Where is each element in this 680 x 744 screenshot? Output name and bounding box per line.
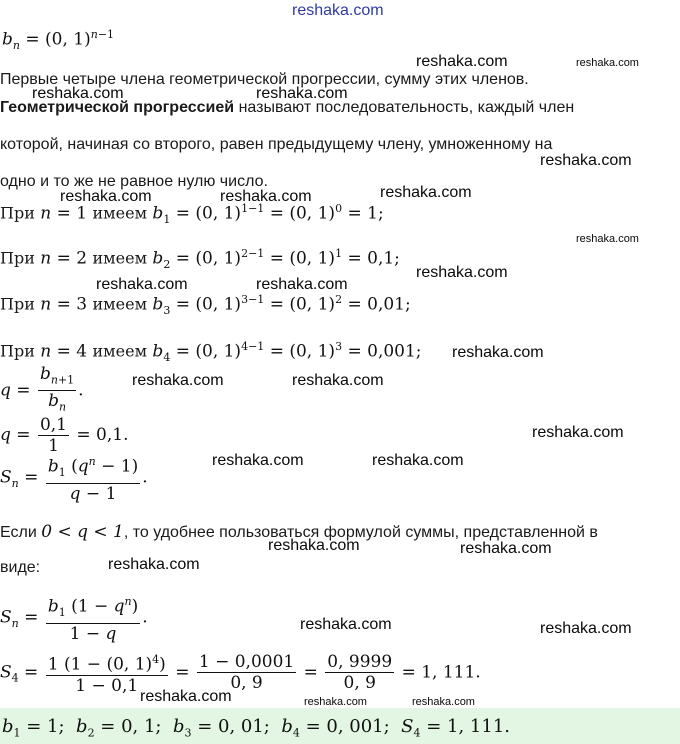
- condition-line-2: виде:: [0, 559, 41, 576]
- answer-text: $b_1 = 1$; $b_2 = 0$, 1; $b_3 = 0$, 01; $b_4 = 0$, 001; $S_4 = 1$, 111.: [2, 716, 510, 740]
- watermark: reshaka.com: [108, 556, 200, 573]
- watermark: reshaka.com: [256, 85, 348, 102]
- definition-term: Геометрической прогрессией: [0, 99, 235, 116]
- watermark: reshaka.com: [416, 264, 508, 281]
- watermark: reshaka.com: [460, 540, 552, 557]
- watermark: reshaka.com: [292, 372, 384, 389]
- watermark: reshaka.com: [60, 188, 152, 205]
- watermark: reshaka.com: [300, 616, 392, 633]
- step-3: При n = 3 имеем $b_3 = (0$, 1)$^{3-1}$ = (0, 1)$^2$ = 0,01;: [0, 293, 411, 318]
- s4-computation: $S_4$ = $\frac{1 (1 - (0, 1)^4)}{1 - 0,1}$ = $\frac{1 - 0,0001}{0, 9}$ = $\frac{0, 9999}{0, 9}$ = 1, 111.: [0, 650, 481, 696]
- watermark: reshaka.com: [576, 57, 639, 69]
- watermark: reshaka.com: [96, 276, 188, 293]
- watermark: reshaka.com: [256, 276, 348, 293]
- watermark: reshaka.com: [132, 372, 224, 389]
- watermark: reshaka.com: [32, 85, 124, 102]
- watermark: reshaka.com: [304, 696, 367, 708]
- watermark: reshaka.com: [372, 452, 464, 469]
- condition-line-1: Если 0 < q < 1, то удобнее пользоваться формулой суммы, представленной в: [0, 522, 598, 542]
- q-definition: q = $\frac{b_{n+1}}{b_n}$ .: [0, 364, 84, 414]
- watermark: reshaka.com: [416, 53, 508, 70]
- sn-formula-2: $S_n$ = $\frac{b_1 (1 - q^n)}{1 - q}$ .: [0, 592, 148, 644]
- watermark: reshaka.com: [540, 620, 632, 637]
- q-value: q = $\frac{0,1}{1}$ = 0,1.: [0, 415, 129, 456]
- step-1: При n = 1 имеем $b_1 = (0$, 1)$^{1-1}$ = (0, 1)$^0$ = 1;: [0, 202, 384, 227]
- watermark: reshaka.com: [292, 2, 384, 19]
- step-2: При n = 2 имеем $b_2 = (0$, 1)$^{2-1}$ = (0, 1)$^1$ = 0,1;: [0, 247, 400, 272]
- watermark: reshaka.com: [412, 696, 475, 708]
- sn-formula-1: $S_n$ = $\frac{b_1 (q^n - 1)}{q - 1}$ .: [0, 452, 148, 504]
- task-text: Первые четыре члена геометрической прогрессии, сумму этих членов.: [0, 71, 529, 88]
- definition-line-1: Геометрической прогрессией называют последовательность, каждый член: [0, 99, 575, 116]
- watermark: reshaka.com: [452, 344, 544, 361]
- watermark: reshaka.com: [576, 233, 639, 245]
- step-4: При n = 4 имеем $b_4 = (0$, 1)$^{4-1}$ = (0, 1)$^3$ = 0,001;: [0, 340, 422, 365]
- watermark: reshaka.com: [540, 152, 632, 169]
- definition-line-3: одно и то же не равное нулю число.: [0, 173, 268, 190]
- watermark: reshaka.com: [532, 424, 624, 441]
- watermark: reshaka.com: [268, 537, 360, 554]
- watermark: reshaka.com: [212, 452, 304, 469]
- answer-box: [0, 708, 680, 744]
- formula-bn: $b_n = (0$, 1)$^{n-1}$: [2, 28, 115, 53]
- watermark: reshaka.com: [140, 688, 232, 705]
- watermark: reshaka.com: [380, 184, 472, 201]
- definition-line-2: которой, начиная со второго, равен предыдущему члену, умноженному на: [0, 136, 553, 153]
- watermark: reshaka.com: [220, 188, 312, 205]
